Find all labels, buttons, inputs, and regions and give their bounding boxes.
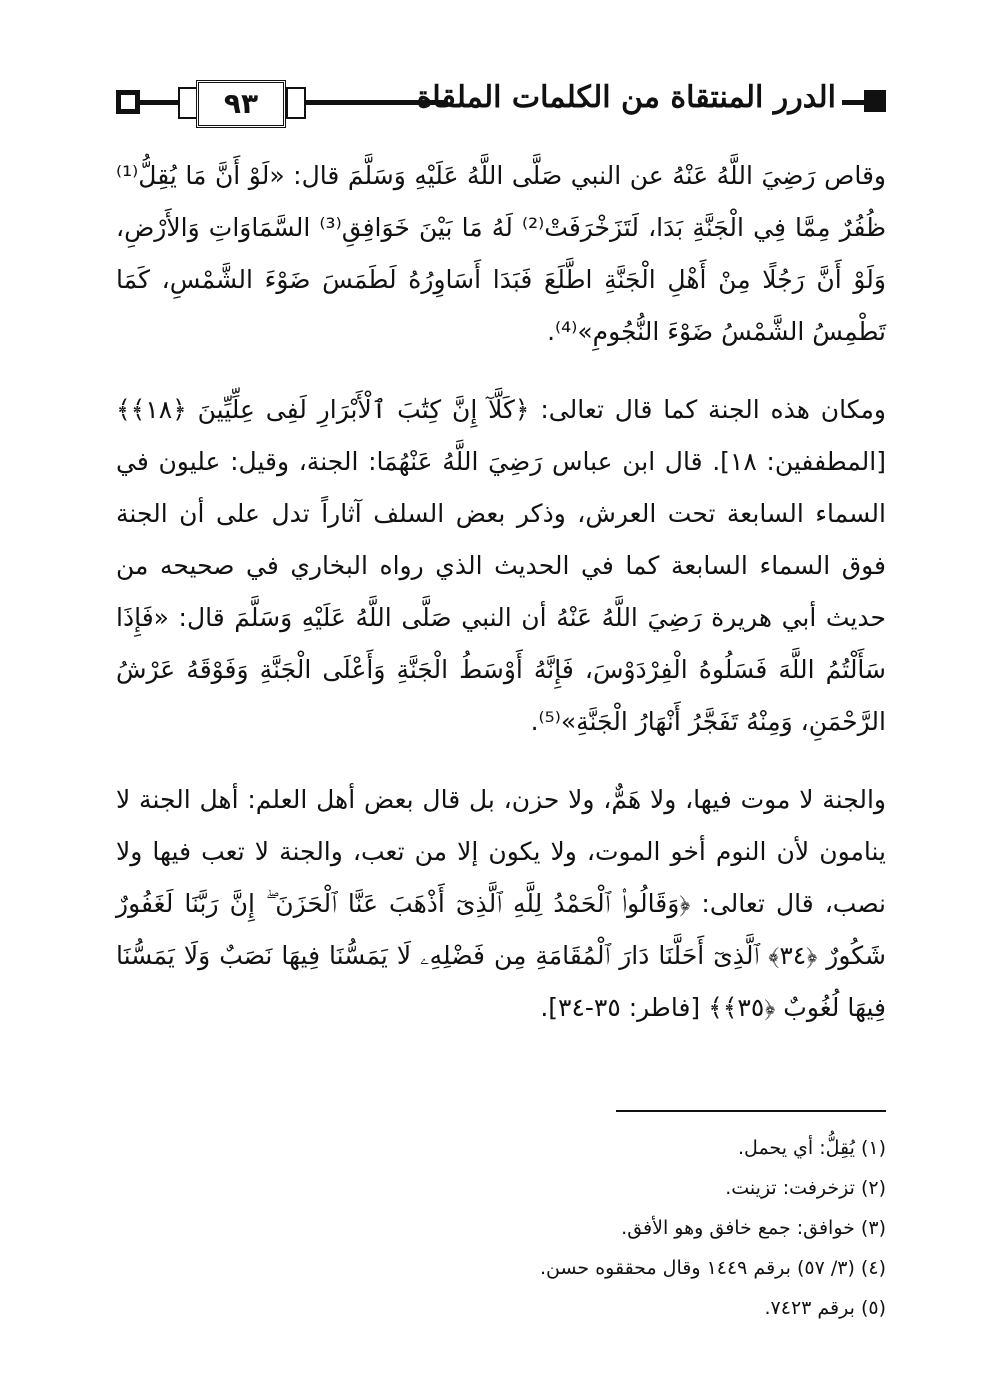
footnotes <box>116 1128 886 1328</box>
book-title: الدرر المنتقاة من الكلمات الملقاة <box>416 80 836 115</box>
page-header <box>116 78 886 130</box>
main-text <box>116 150 886 1060</box>
footnote-3: (٣) خوافق: جمع خافق وهو الأفق. <box>621 1217 886 1239</box>
paragraph-1: وقاص رَضِيَ اللَّهُ عَنْهُ عن النبي صَلَّى اللَّهُ عَلَيْهِ وَسَلَّمَ قال: «لَوْ أَنَّ مَا يُقِلُّ⁽¹⁾ ظُفُرٌ مِمَّا فِي الْجَنَّةِ بَدَا، لَتَزَخْرَفَتْ⁽²⁾ لَهُ مَا بَيْنَ خَوَافِقِ⁽³⁾ السَّمَاوَاتِ وَالأَرْضِ، وَلَوْ أَنَّ رَجُلًا مِنْ أَهْلِ الْجَنَّةِ اطَّلَعَ فَبَدَا أَسَاوِرُهُ لَطَمَسَ ضَوْءَ الشَّمْسِ، كَمَا تَطْمِسُ الشَّمْسُ ضَوْءَ النُّجُومِ»⁽⁴⁾. <box>116 161 886 346</box>
ornament-right <box>286 87 306 119</box>
footnote-4: (٤) (٣/ ٥٧) برقم ١٤٤٩ وقال محققوه حسن. <box>539 1257 886 1279</box>
ornament-left <box>178 87 198 119</box>
footnote-5: (٥) برقم ٧٤٢٣. <box>764 1297 886 1319</box>
header-rule-right <box>842 100 864 105</box>
page-number: ٩٣ <box>196 80 286 128</box>
header-square-right <box>864 90 886 112</box>
footnote-1: (١) يُقِلُّ: أي يحمل. <box>738 1137 886 1159</box>
header-square-left <box>116 90 140 114</box>
footnote-separator <box>616 1110 886 1112</box>
paragraph-2: ومكان هذه الجنة كما قال تعالى: ﴿كَلَّآ إِنَّ كِتَٰبَ ٱلْأَبْرَارِ لَفِى عِلِّيِّينَ ﴿١٨﴾﴾ [المطففين: ١٨]. قال ابن عباس رَضِيَ اللَّهُ عَنْهُمَا: الجنة، وقيل: عليون في السماء السابعة تحت العرش، وذكر بعض السلف آثاراً تدل على أن الجنة فوق السماء السابعة كما في الحديث الذي رواه البخاري في صحيحه من حديث أبي هريرة رَضِيَ اللَّهُ عَنْهُ أن النبي صَلَّى اللَّهُ عَلَيْهِ وَسَلَّمَ قال: «فَإِذَا سَأَلْتُمُ اللَّهَ فَسَلُوهُ الْفِرْدَوْسَ، فَإِنَّهُ أَوْسَطُ الْجَنَّةِ وَأَعْلَى الْجَنَّةِ وَفَوْقَهُ عَرْشُ الرَّحْمَنِ، وَمِنْهُ تَفَجَّرُ أَنْهَارُ الْجَنَّةِ»⁽⁵⁾. <box>116 395 886 736</box>
footnote-2: (٢) تزخرفت: تزينت. <box>725 1177 886 1199</box>
paragraph-3: والجنة لا موت فيها، ولا هَمٌّ، ولا حزن، بل قال بعض أهل العلم: أهل الجنة لا ينامون لأن النوم أخو الموت، ولا يكون إلا من تعب، والجنة لا تعب فيها ولا نصب، قال تعالى: ﴿وَقَالُوا۟ ٱلْحَمْدُ لِلَّهِ ٱلَّذِىٓ أَذْهَبَ عَنَّا ٱلْحَزَنَ ۖ إِنَّ رَبَّنَا لَغَفُورٌ شَكُورٌ ﴿٣٤﴾ ٱلَّذِىٓ أَحَلَّنَا دَارَ ٱلْمُقَامَةِ مِن فَضْلِهِۦ لَا يَمَسُّنَا فِيهَا نَصَبٌ وَلَا يَمَسُّنَا فِيهَا لُغُوبٌ ﴿٣٥﴾﴾ [فاطر: ٣٥-٣٤]. <box>116 785 887 1022</box>
